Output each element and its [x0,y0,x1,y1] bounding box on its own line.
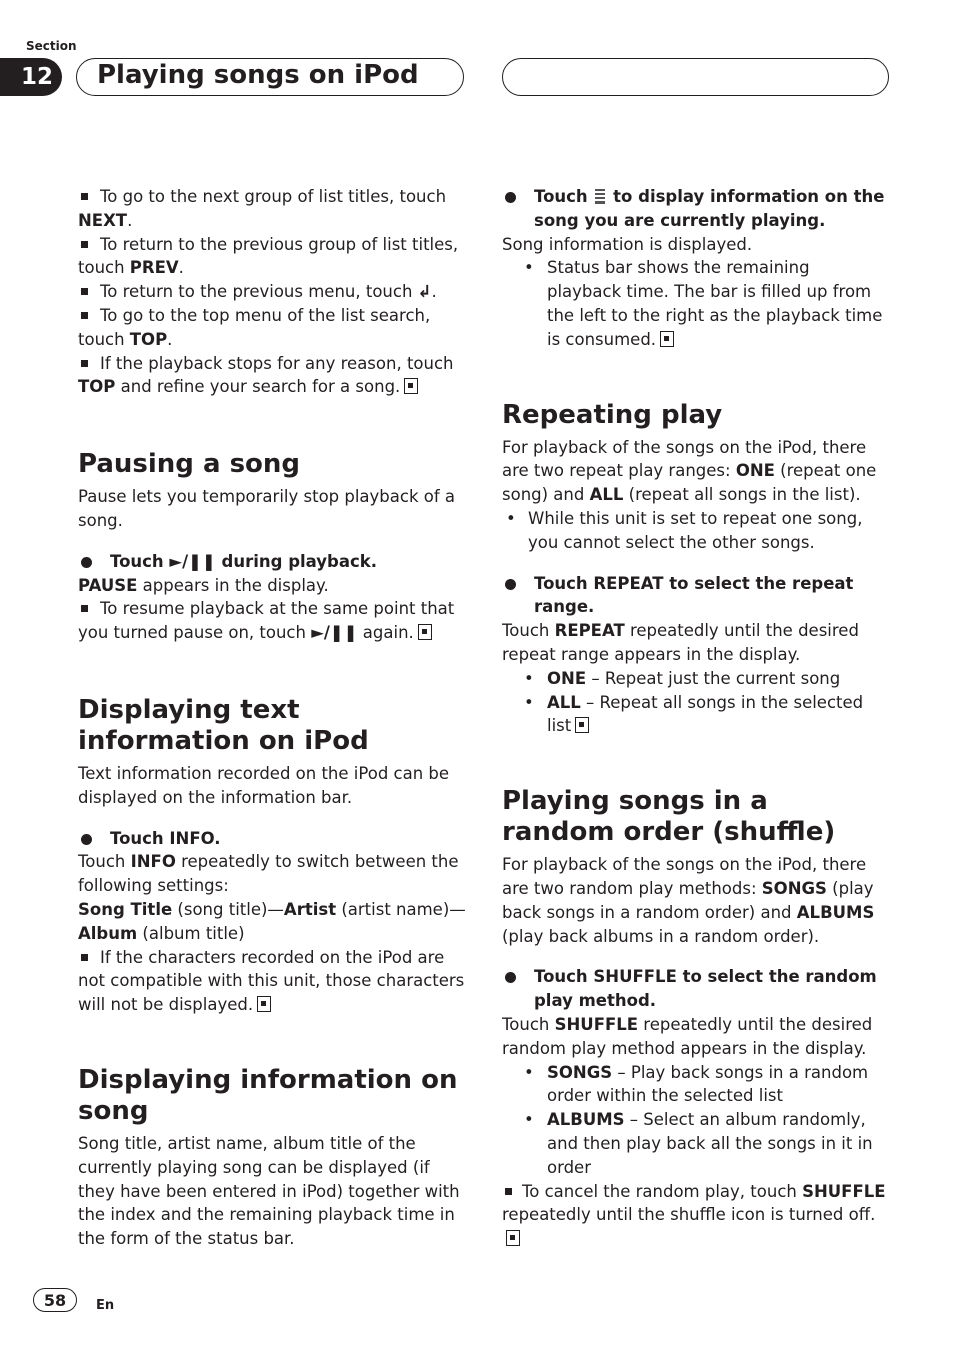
return-icon: ↲ [417,282,432,302]
repeat-bullet: • While this unit is set to repeat one song, you cannot select the other songs. [506,508,863,552]
text-info-instructions: Touch INFO repeatedly to switch between the following settings: [78,852,459,896]
header-title-box [76,58,464,96]
repeat-option-all: • ALL – Repeat all songs in the selected list [524,692,864,736]
language-label: En [96,1298,115,1313]
bullet-icon: • [524,258,534,278]
section-label: Section [26,39,77,53]
bullet-icon: • [524,1062,534,1082]
page-number: 58 [33,1288,77,1312]
step-bullet-icon [81,557,92,568]
pausing-intro: Pause lets you temporarily stop playback of a song. [78,487,456,530]
note-next: To go to the next group of list titles, touch NEXT. [78,187,447,230]
info-list-icon [595,189,605,204]
end-mark-icon [506,1230,520,1246]
bullet-icon: • [524,692,534,712]
end-mark-icon [404,378,418,394]
shuffle-option-albums: • ALBUMS – Select an album randomly, and then play back all the songs in it in order [524,1110,873,1177]
square-bullet-icon [81,360,88,367]
text-info-intro: Text information recorded on the iPod can be displayed on the information bar. [78,763,450,807]
end-mark-icon [660,331,674,347]
shuffle-note: To cancel the random play, touch SHUFFLE repeatedly until the shuffle icon is turned off. [502,1180,888,1251]
shuffle-step: Touch SHUFFLE to select the random play method. [502,965,888,1013]
page-title: Playing songs on iPod [97,60,419,90]
bullet-icon: • [524,1110,534,1130]
shuffle-instructions: Touch SHUFFLE repeatedly until the desired random play method appears in the display. [502,1014,873,1058]
bullet-icon: • [524,668,534,688]
shuffle-intro: For playback of the songs on the iPod, there are two random play methods: SONGS (play back songs in a random order) and ALBUMS (play back albums in a random order). [502,855,875,946]
song-info-body: Song title, artist name, album title of the currently playing song can be displayed (if they have been entered in iPod) together with the index and the remaining playback time in the form of the status bar. [78,1133,460,1249]
status-bar-bullet: • Status bar shows the remaining playback time. The bar is filled up from the left to the right as the playback time is consumed. [524,258,883,349]
heading-pausing: Pausing a song [78,449,301,480]
bullet-icon: • [506,508,516,528]
heading-repeat: Repeating play [502,399,723,430]
step-bullet-icon [505,972,516,983]
square-bullet-icon [81,605,88,612]
end-mark-icon [575,717,589,733]
left-column [78,185,468,1251]
heading-song-info: Displaying information on song [78,1064,458,1126]
note-top: To go to the top menu of the list search, touch TOP. [78,305,431,349]
square-bullet-icon [81,288,88,295]
note-stop: If the playback stops for any reason, touch TOP and refine your search for a song. [78,353,454,397]
square-bullet-icon [505,1188,512,1195]
song-info-result: Song information is displayed. [502,234,753,254]
step-bullet-icon [81,834,92,845]
square-bullet-icon [81,241,88,248]
text-info-step: Touch INFO. [78,827,468,851]
repeat-intro: For playback of the songs on the iPod, there are two repeat play ranges: ONE (repeat one song) and ALL (repeat all songs in the list). [502,437,877,505]
heading-shuffle: Playing songs in a random order (shuffle) [502,786,836,848]
section-number-badge: 12 [0,58,62,96]
play-pause-icon: ►/❚❚ [169,551,216,571]
step-bullet-icon [505,579,516,590]
step-bullet-icon [505,192,516,203]
pausing-note: To resume playback at the same point that you turned pause on, touch ►/❚❚ again. [78,599,455,643]
square-bullet-icon [81,193,88,200]
pausing-result: PAUSE appears in the display. [78,575,329,595]
note-prev: To return to the previous group of list titles, touch PREV. [78,234,459,278]
square-bullet-icon [81,312,88,319]
repeat-option-one: • ONE – Repeat just the current song [502,667,888,691]
header-empty-box [502,58,889,96]
pausing-step: Touch ►/❚❚ during playback. [78,550,468,574]
play-pause-icon: ►/❚❚ [311,623,358,643]
end-mark-icon [418,624,432,640]
heading-text-info: Displaying text information on iPod [78,694,369,756]
repeat-step: Touch REPEAT to select the repeat range. [502,572,888,620]
shuffle-option-songs: • SONGS – Play back songs in a random order within the selected list [524,1062,869,1106]
end-mark-icon [257,996,271,1012]
repeat-instructions: Touch REPEAT repeatedly until the desired repeat range appears in the display. [502,621,859,664]
text-info-settings: Song Title (song title)—Artist (artist name)—Album (album title) [78,899,466,943]
square-bullet-icon [81,954,88,961]
song-info-step: Touch to display information on the song you are currently playing. [502,185,888,233]
text-info-note: If the characters recorded on the iPod are not compatible with this unit, those characters will not be displayed. [78,947,465,1015]
note-return-menu: To return to the previous menu, touch ↲. [78,280,468,304]
right-column [502,185,888,1251]
